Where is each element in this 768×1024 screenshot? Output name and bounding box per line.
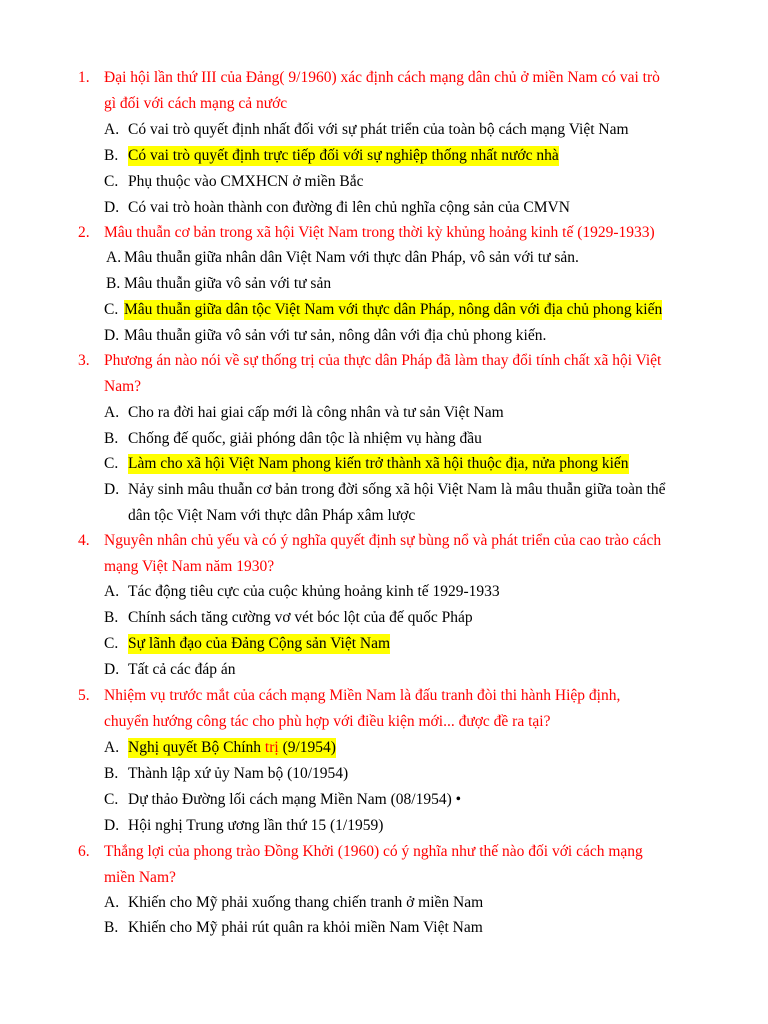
option-text: Phụ thuộc vào CMXHCN ở miền Bắc [128, 173, 364, 190]
option-text: Chính sách tăng cường vơ vét bóc lột của đế quốc Pháp [128, 609, 473, 626]
option-letter: B. [106, 275, 121, 292]
option-text: Nảy sinh mâu thuẫn cơ bản trong đời sống xã hội Việt Nam là mâu thuẫn giữa toàn thể [128, 481, 666, 498]
option-text: Mâu thuẫn giữa vô sản với tư sản, nông dân với địa chủ phong kiến. [124, 327, 547, 344]
option-text: Hội nghị Trung ương lần thứ 15 (1/1959) [128, 817, 384, 834]
option-letter: D. [104, 327, 120, 344]
option-text: Thành lập xứ ủy Nam bộ (10/1954) [128, 765, 349, 782]
question-number: 1. [78, 69, 90, 86]
option-text-part: (9/1954) [278, 739, 336, 756]
option-letter: C. [104, 301, 119, 318]
question-text: mạng Việt Nam năm 1930? [104, 558, 275, 575]
option-text-correct: Mâu thuẫn giữa dân tộc Việt Nam với thực dân Pháp, nông dân với địa chủ phong kiến [124, 301, 663, 318]
question-number: 5. [78, 687, 90, 704]
option-text-part: Nghị quyết Bộ Chính [128, 739, 265, 756]
option-letter: C. [104, 173, 119, 190]
option-letter: C. [104, 455, 119, 472]
option-text-correct [128, 738, 336, 758]
question-number: 4. [78, 532, 90, 549]
option-text: Khiến cho Mỹ phải rút quân ra khỏi miền Nam Việt Nam [128, 919, 483, 936]
question-number: 6. [78, 843, 90, 860]
option-text-correct: Sự lãnh đạo của Đảng Cộng sản Việt Nam [128, 635, 391, 652]
question-text: Nhiệm vụ trước mắt của cách mạng Miền Nam là đấu tranh đòi thi hành Hiệp định, [104, 687, 621, 704]
question-text: gì đối với cách mạng cả nước [104, 95, 288, 112]
option-text: Mâu thuẫn giữa nhân dân Việt Nam với thực dân Pháp, vô sản với tư sản. [124, 249, 579, 266]
option-letter: B. [104, 430, 119, 447]
option-text: Tất cả các đáp án [128, 661, 236, 678]
question-text: Nguyên nhân chủ yếu và có ý nghĩa quyết định sự bùng nổ và phát triển của cao trào cách [104, 532, 662, 549]
option-text: Tác động tiêu cực của cuộc khủng hoảng kinh tế 1929-1933 [128, 583, 500, 600]
question-number: 2. [78, 224, 90, 241]
option-letter: A. [106, 249, 122, 266]
option-text: Chống đế quốc, giải phóng dân tộc là nhiệm vụ hàng đầu [128, 430, 482, 447]
option-text-correct: Có vai trò quyết định trực tiếp đối với sự nghiệp thống nhất nước nhà [128, 147, 559, 164]
option-letter: A. [104, 121, 120, 138]
option-letter: B. [104, 919, 119, 936]
option-text: Có vai trò hoàn thành con đường đi lên chủ nghĩa cộng sản của CMVN [128, 199, 570, 216]
question-number: 3. [78, 352, 90, 369]
question-text: Nam? [104, 378, 142, 395]
question-text: Thắng lợi của phong trào Đồng Khởi (1960) có ý nghĩa như thế nào đối với cách mạng [104, 843, 643, 860]
option-text-continued: dân tộc Việt Nam với thực dân Pháp xâm lược [128, 507, 416, 524]
option-letter: D. [104, 661, 120, 678]
option-letter: D. [104, 199, 120, 216]
option-letter: C. [104, 791, 119, 808]
option-text: Mâu thuẫn giữa vô sản với tư sản [124, 275, 332, 292]
option-letter: B. [104, 147, 119, 164]
question-text: chuyển hướng công tác cho phù hợp với điều kiện mới... được đề ra tại? [104, 713, 551, 730]
option-text: Có vai trò quyết định nhất đối với sự phát triển của toàn bộ cách mạng Việt Nam [128, 121, 629, 138]
option-letter: B. [104, 609, 119, 626]
option-letter: A. [104, 583, 120, 600]
option-letter: A. [104, 404, 120, 421]
question-text: Phương án nào nói về sự thống trị của thực dân Pháp đã làm thay đổi tính chất xã hội Việt [104, 352, 662, 369]
option-text: Dự thảo Đường lối cách mạng Miền Nam (08/1954) • [128, 791, 462, 808]
question-text: Mâu thuẫn cơ bản trong xã hội Việt Nam trong thời kỳ khủng hoảng kinh tế (1929-1933) [104, 224, 655, 241]
option-letter: D. [104, 481, 120, 498]
option-text-red-part: trị [264, 739, 279, 756]
option-letter: C. [104, 635, 119, 652]
option-letter: A. [104, 894, 120, 911]
option-letter: D. [104, 817, 120, 834]
question-text: miền Nam? [104, 869, 176, 886]
option-letter: B. [104, 765, 119, 782]
question-text: Đại hội lần thứ III của Đảng( 9/1960) xác định cách mạng dân chủ ở miền Nam có vai trò [104, 69, 660, 86]
option-text-correct: Làm cho xã hội Việt Nam phong kiến trở thành xã hội thuộc địa, nửa phong kiến [128, 455, 629, 472]
option-text: Khiến cho Mỹ phải xuống thang chiến tranh ở miền Nam [128, 894, 484, 911]
option-text: Cho ra đời hai giai cấp mới là công nhân và tư sản Việt Nam [128, 404, 504, 421]
option-letter: A. [104, 739, 120, 756]
